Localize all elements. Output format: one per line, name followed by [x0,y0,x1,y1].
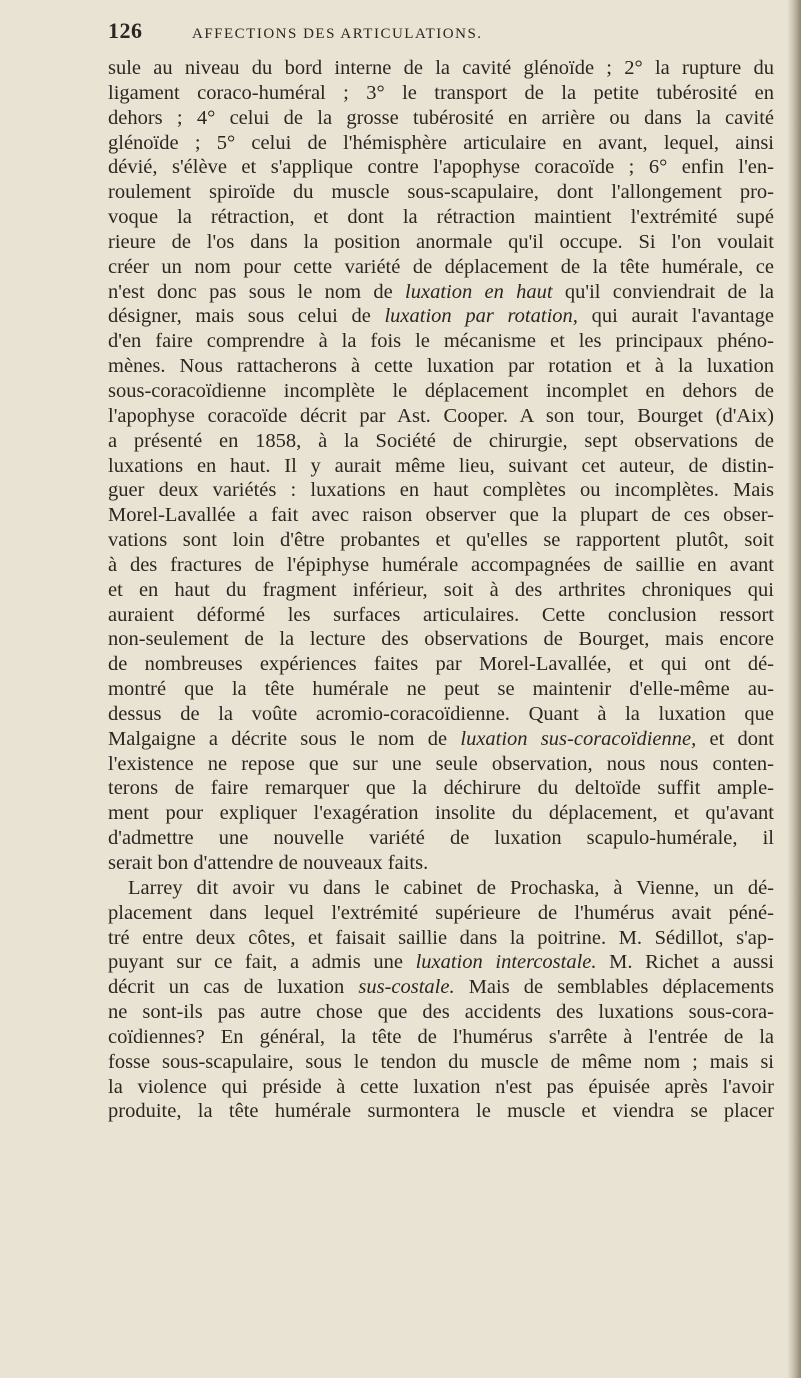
italic-term: luxation intercostale. [415,951,597,974]
text-line: l'apophyse coracoïde décrit par Ast. Cooper. A son tour, Bourget (d'Aix) [108,404,774,427]
text-line: n'est donc pas sous le nom de luxation en haut qu'il conviendrait de la [108,280,774,303]
text-line: et en haut du fragment inférieur, soit à des arthrites chroniques qui [108,578,774,601]
text-line: auraient déformé les surfaces articulaires. Cette conclusion ressort [108,603,774,626]
text-line: vations sont loin d'être probantes et qu'elles se rapportent plutôt, soit [108,529,774,552]
text-line: terons de faire remarquer que la déchirure du deltoïde suffit ample- [108,777,774,800]
text-line: ne sont-ils pas autre chose que des accidents des luxations sous-cora- [108,1001,774,1024]
text-line: montré que la tête humérale ne peut se maintenir d'elle-même au- [108,678,774,701]
text-line: Morel-Lavallée a fait avec raison observer que la plupart de ces obser- [108,504,774,527]
page-header [108,18,773,48]
text-line: à des fractures de l'épiphyse humérale accompagnées de saillie en avant [108,553,774,576]
italic-term: luxation par rotation, [384,305,578,328]
text-line: dessus de la voûte acromio-coracoïdienne. Quant à la luxation que [108,702,774,725]
text-line: glénoïde ; 5° celui de l'hémisphère articulaire en avant, lequel, ainsi [108,131,774,154]
text-line: tré entre deux côtes, et faisait saillie dans la poitrine. M. Sédillot, s'ap- [108,926,774,949]
body-text [108,56,774,1124]
text-line: ligament coraco-huméral ; 3° le transport de la petite tubérosité en [108,81,774,104]
text-line: non-seulement de la lecture des observations de Bourget, mais encore [108,628,774,651]
text-line: voque la rétraction, et dont la rétraction maintient l'extrémité supé [108,206,774,229]
text-line: Malgaigne a décrite sous le nom de luxation sus-coracoïdienne, et dont [108,727,775,750]
text-line: sule au niveau du bord interne de la cavité glénoïde ; 2° la rupture du [108,57,774,79]
text-line: guer deux variétés : luxations en haut complètes ou incomplètes. Mais [108,479,774,502]
page-edge-shadow [787,0,801,1378]
text-line: désigner, mais sous celui de luxation par rotation, qui aurait l'avantage [108,305,775,328]
text-line: roulement spiroïde du muscle sous-scapulaire, dont l'allongement pro- [108,181,774,204]
text-line: ment pour expliquer l'exagération insolite du déplacement, et qu'avant [108,802,774,825]
text-line: dévié, s'élève et s'applique contre l'apophyse coracoïde ; 6° enfin l'en- [108,156,774,179]
text-line: placement dans lequel l'extrémité supérieure de l'humérus avait péné- [108,901,774,924]
text-line: de nombreuses expériences faites par Morel-Lavallée, et qui ont dé- [108,653,774,676]
text-line: créer un nom pour cette variété de déplacement de la tête humérale, ce [108,255,774,278]
running-head: AFFECTIONS DES ARTICULATIONS. [192,26,483,42]
text-line: puyant sur ce fait, a admis une luxation intercostale. M. Richet a aussi [108,951,775,974]
text-line: fosse sous-scapulaire, sous le tendon du muscle de même nom ; mais si [108,1050,774,1073]
italic-term: luxation en haut [405,280,553,303]
text-line: l'existence ne repose que sur une seule observation, nous nous conten- [108,752,774,775]
text-line: rieure de l'os dans la position anormale qu'il occupe. Si l'on voulait [108,230,774,253]
text-line: la violence qui préside à cette luxation n'est pas épuisée après l'avoir [108,1075,774,1098]
text-line: mènes. Nous rattacherons à cette luxation par rotation et à la luxation [108,355,774,378]
text-line: dehors ; 4° celui de la grosse tubérosité en arrière ou dans la cavité [108,106,774,129]
italic-term: sus-costale. [358,976,455,999]
text-line: coïdiennes? En général, la tête de l'humérus s'arrête à l'entrée de la [108,1025,774,1048]
text-line: a présenté en 1858, à la Société de chirurgie, sept observations de [108,429,774,452]
page-number: 126 [108,18,143,43]
text-line: luxations en haut. Il y aurait même lieu, suivant cet auteur, de distin- [108,454,774,477]
text-line: sous-coracoïdienne incomplète le déplacement incomplet en dehors de [108,379,774,402]
text-line: serait bon d'attendre de nouveaux faits. [108,852,429,874]
text-line: produite, la tête humérale surmontera le muscle et viendra se placer [108,1100,774,1123]
text-line: décrit un cas de luxation sus-costale. Mais de semblables déplacements [108,976,774,999]
text-line: d'en faire comprendre à la fois le mécanisme et les principaux phéno- [108,330,774,353]
italic-term: luxation sus-coracoïdienne, [460,727,697,750]
text-line: Larrey dit avoir vu dans le cabinet de Prochaska, à Vienne, un dé- [128,876,774,899]
text-line: d'admettre une nouvelle variété de luxation scapulo-humérale, il [108,827,774,850]
